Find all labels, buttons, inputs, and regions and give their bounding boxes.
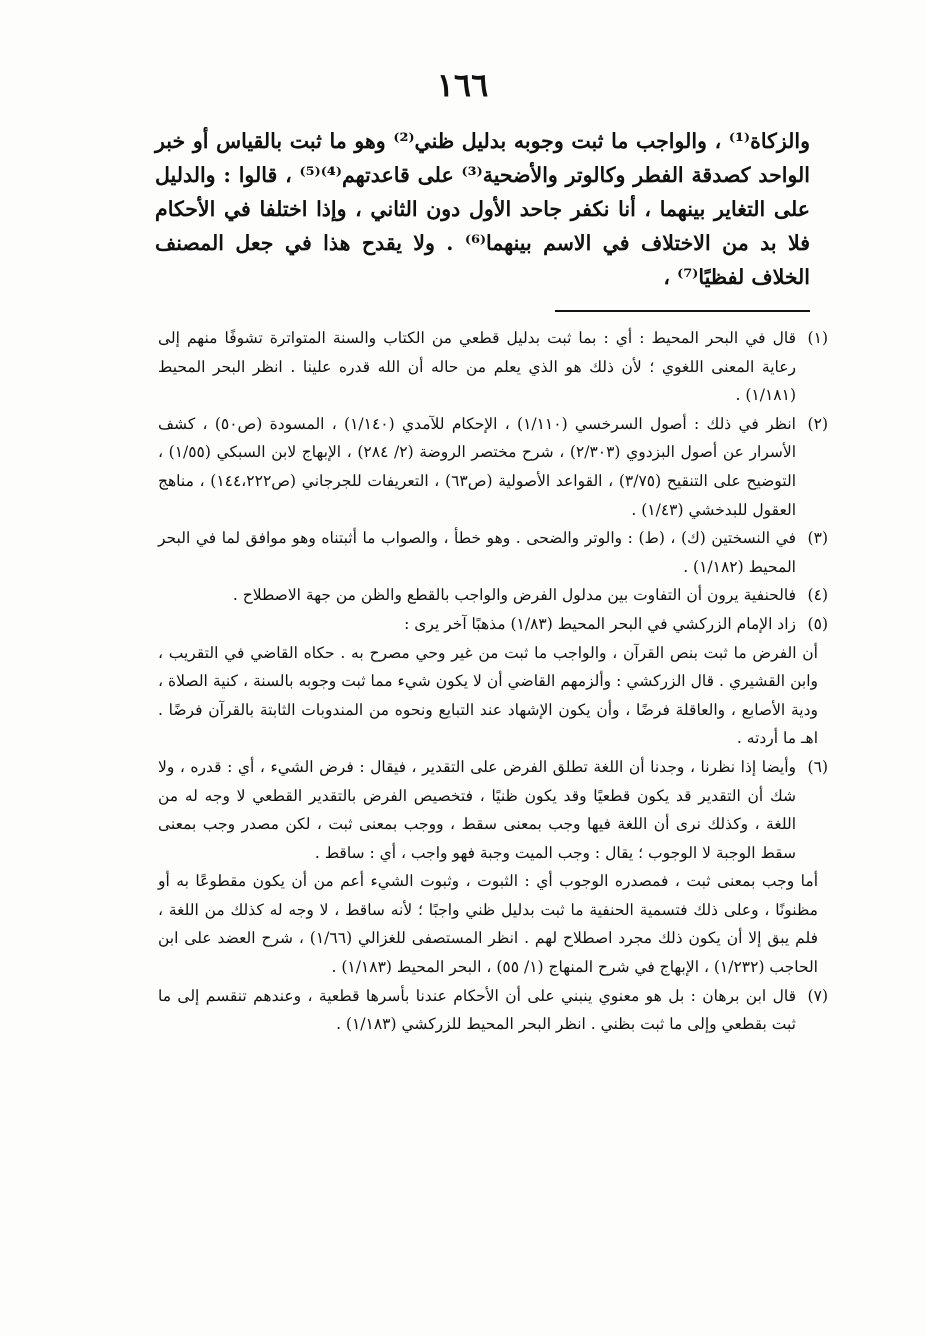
- footnote-number: (٤): [807, 586, 828, 605]
- footnote-6: [158, 753, 828, 867]
- footnote-4: [158, 581, 828, 610]
- footnote-text: فالحنفية يرون أن التفاوت بين مدلول الفرض والواجب بالقطع والظن من جهة الاصطلاح .: [232, 586, 796, 605]
- footnote-separator-line: [555, 310, 810, 312]
- footnote-5-continuation: أن الفرض ما ثبت بنص القرآن ، والواجب ما ثبت من غير وحي مصرح به . حكاه القاضي في التقريب ، وابن القشيري . قال الزركشي : وألزمهم القاضي أن لا يكون شيء مما ثبت وجوبه بالسنة ، كنية الصلاة ، ودية الأصابع ، والعاقلة فرضًا ، وأن يكون الإشهاد عند التبايع ونحوه من المندوبات الثابتة بالقرآن فرضًا . اهـ ما أردته .: [158, 643, 818, 748]
- footnote-number: (٦): [807, 757, 828, 776]
- footnote-number: (٢): [807, 414, 828, 433]
- footnote-text: زاد الإمام الزركشي في البحر المحيط (١/٨٣) مذهبًا آخر يرى :: [404, 614, 796, 633]
- footnote-text: في النسختين (ك) ، (ط) : والوتر والضحى . وهو خطأ ، والصواب ما أثبتناه وهو موافق لما في البحر المحيط (١/١٨٢) .: [158, 529, 796, 576]
- page-number: ١٦٦: [436, 66, 489, 104]
- footnote-number: (٧): [807, 986, 828, 1005]
- footnote-text: وأيضا إذا نظرنا ، وجدنا أن اللغة تطلق الفرض على التقدير ، فيقال : فرض الشيء ، أي : قدره ، ولا شك أن التقدير قد يكون قطعيًا وقد يكون ظنيًا ، فتخصيص الفرض بالتقدير القطعي لا وجه له من اللغة ، وكذلك نرى أن اللغة فيها وجب بمعنى سقط ، ووجب بمعنى ثبت ، لكن مصدر وجب بمعنى سقط الوجبة لا الوجوب ؛ يقال : وجب الميت وجبة فهو واجب ، أي : ساقط .: [158, 757, 796, 862]
- footnote-text: انظر في ذلك : أصول السرخسي (١/١١٠) ، الإحكام للآمدي (١/١٤٠) ، المسودة (ص٥٠) ، كشف الأسرار عن أصول البزدوي (٢/٣٠٣) ، شرح مختصر الروضة (٢/ ٢٨٤) ، الإبهاج لابن السبكي (١/٥٥) ، التوضيح على التنقيح (٣/٧٥) ، القواعد الأصولية (ص٦٣) ، التعريفات للجرجاني (ص١٤٤،٢٢٢) ، مناهج العقول للبدخشي (١/٤٣) .: [158, 414, 797, 519]
- footnote-6-continuation: أما وجب بمعنى ثبت ، فمصدره الوجوب أي : الثبوت ، وثبوت الشيء أعم من أن يكون مقطوعًا به أو مظنونًا ، وعلى ذلك فتسمية الحنفية ما ثبت بدليل ظني واجبًا ؛ لأنه ساقط ، لا وجه له كذلك من اللغة ، فلم يبق إلا أن يكون ذلك مجرد اصطلاح لهم . انظر المستصفى للغزالي (١/٦٦) ، شرح العضد على ابن الحاجب (١/٢٣٢) ، الإبهاج في شرح المنهاج (١/ ٥٥) ، البحر المحيط (١/١٨٣) .: [158, 872, 818, 977]
- main-body-text: والزكاة⁽¹⁾ ، والواجب ما ثبت وجوبه بدليل ظني⁽²⁾ وهو ما ثبت بالقياس أو خبر الواحد كصدقة الفطر وكالوتر والأضحية⁽³⁾ على قاعدتهم⁽⁴⁾⁽⁵⁾ ، قالوا : والدليل على التغاير بينهما ، أنا نكفر جاحد الأول دون الثاني ، وإذا اختلفا في الأحكام فلا بد من الاختلاف في الاسم بينهما⁽⁶⁾ . ولا يقدح هذا في جعل المصنف الخلاف لفظيًا⁽⁷⁾ ،: [155, 129, 810, 289]
- footnote-3: [158, 524, 828, 581]
- footnote-7: [158, 982, 828, 1039]
- footnote-2: [158, 410, 828, 524]
- footnotes-section: [158, 324, 828, 1039]
- footnote-number: (٣): [807, 529, 828, 548]
- footnote-1: [158, 324, 828, 410]
- footnote-number: (٥): [807, 614, 828, 633]
- footnote-5: [158, 610, 828, 639]
- footnote-number: (١): [807, 329, 828, 347]
- footnote-text: قال ابن برهان : بل هو معنوي ينبني على أن الأحكام عندنا بأسرها قطعية ، وعندهم تنقسم إلى ما ثبت بقطعي وإلى ما ثبت بظني . انظر البحر المحيط للزركشي (١/١٨٣) .: [158, 986, 796, 1034]
- footnote-text: قال في البحر المحيط : أي : بما ثبت بدليل قطعي من الكتاب والسنة المتواترة تشوفًا منهم إلى رعاية المعنى اللغوي ؛ لأن ذلك هو الذي يعلم من حاله أن الله قدره علينا . انظر البحر المحيط (١/١٨١) .: [158, 329, 796, 405]
